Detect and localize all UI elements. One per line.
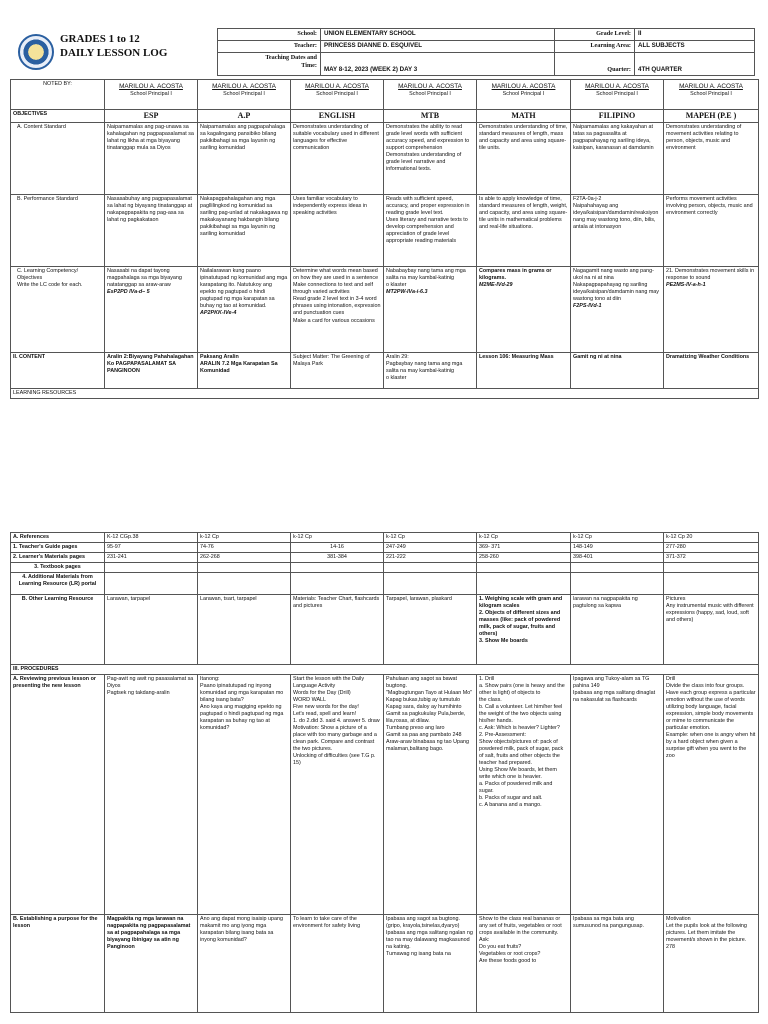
resource-cell: 231-241 xyxy=(105,553,198,563)
content-cell: Lesson 106: Measuring Mass xyxy=(477,353,571,389)
procedure-rows xyxy=(11,675,759,1013)
objective-cell: Nagagamit nang wasto ang pang-ukol na ni at nina Nakapagpapahayag ng sariling ideya/kaisipan/damdamin nang may wastong tono at diin F2PS-IVd-1 xyxy=(571,267,664,353)
resource-cell xyxy=(198,573,291,595)
objective-label: A. Content Standard xyxy=(11,123,105,195)
objective-cell: F2TA-0a-j-2 Naipahahayag ang ideya/kaisipan/damdamin/reaksiyon nang may wastong tono, diin, bilis, antala at intonasyon xyxy=(571,195,664,267)
learning-resources-label: LEARNING RESOURCES xyxy=(11,389,759,399)
teacher-value: PRINCESS DIANNE D. ESQUIVEL xyxy=(321,41,555,53)
principal-name: MARILOU A. ACOSTA xyxy=(119,83,183,90)
procedure-cell: Ano ang dapat mong isaisip upang makamit mo ang iyong mga karapatan bilang isang bata sa inyong komunidad? xyxy=(198,915,291,1013)
competency-code: PE2MS-IV-a-h-1 xyxy=(666,282,706,289)
procedure-cell: Ipabasa ang sagot sa bugtong.(gripo, krayola,tsinelas,dyaryo) Ipabasa ang mga salitang ngalan ng tao na may dalawang magkasunod na katinig. Tumawag ng isang bata na xyxy=(384,915,477,1013)
title-line-1: GRADES 1 to 12 xyxy=(60,33,140,45)
objectives-section xyxy=(10,79,758,399)
principal-name: MARILOU A. ACOSTA xyxy=(585,83,649,90)
objective-cell: Demonstrates understanding of movement activities relating to person, objects, music and environment xyxy=(664,123,759,195)
objective-cell: Naipamamalas ang pag-unawa sa kahalagahan ng pagpapasalamat sa lahat ng likha at mga biyayang tinatanggap mula sa Diyos xyxy=(105,123,198,195)
procedure-cell: Magpakita ng mga larawan na nagpapakita ng pagpapasalamat sa at pagpapahalaga sa mga biyayang ibinigay sa atin ng Panginoon xyxy=(105,915,198,1013)
competency-code: M2ME-IVd-29 xyxy=(479,282,513,289)
resource-cell: k-12 Cp 20 xyxy=(664,533,759,543)
procedures-header-row xyxy=(11,665,759,675)
noted-by-label: NOTED BY: xyxy=(11,80,105,110)
quarter-label: Quarter: xyxy=(555,53,635,76)
procedure-row xyxy=(11,915,759,1013)
procedure-cell: Ipagawa ang Tukoy-alam sa TG pahina 149 Ipabasa ang mga salitang dinaglat na nakasulat sa flashcards xyxy=(571,675,664,915)
noted-by-row xyxy=(11,80,759,110)
resource-cell: 95-97 xyxy=(105,543,198,553)
subject-header-row xyxy=(11,110,759,123)
resource-cell xyxy=(198,563,291,573)
principal-title: School Principal I xyxy=(223,91,265,98)
title-line-2: DAILY LESSON LOG xyxy=(60,47,168,59)
principal-name: MARILOU A. ACOSTA xyxy=(679,83,743,90)
content-cell: Subject Matter: The Greening of Malaya Park xyxy=(291,353,384,389)
teacher-label: Teacher: xyxy=(218,41,321,53)
resource-row xyxy=(11,543,759,553)
procedures-label: III. PROCEDURES xyxy=(11,665,759,675)
resource-cell: 1. Weighing scale with gram and kilogram scales 2. Objects of different sizes and masses (like: pack of powdered milk, pack of sugar, fruits and others) 3. Show Me boards xyxy=(477,595,571,665)
resource-cell: k-12 Cp xyxy=(477,533,571,543)
objective-cell: Uses familiar vocabulary to independently express ideas in speaking activities xyxy=(291,195,384,267)
objective-cell: Nasasabuhay ang pagpapasalamat sa lahat ng biyayang tinatanggap at nakapagpapakita ng pag-asa sa lahat ng pagkakataon xyxy=(105,195,198,267)
resource-cell xyxy=(105,573,198,595)
objective-row xyxy=(11,195,759,267)
resource-label: 1. Teacher's Guide pages xyxy=(11,543,105,553)
procedure-cell: Show to the class real bananas or any set of fruits, vegetables or root crops available in the community. Ask: Do you eat fruits? Vegetables or root crops? Are these foods good to xyxy=(477,915,571,1013)
resources-procedures-section xyxy=(10,532,758,1013)
objectives-label: OBJECTIVES xyxy=(11,110,105,123)
content-row xyxy=(11,353,759,389)
objective-row xyxy=(11,267,759,353)
resource-row xyxy=(11,563,759,573)
procedure-cell: 1. Drill a. Show pairs (one is heavy and the other is light) of objects to the class. b. Call a volunteer. Let him/her feel the weight of the two objects using his/her hands. c. Ask: Which is heavier? Lighter? 2. Pre-Assessment: Show objects/pictures of: pack of powdered milk, pack of sugar, pack of salt, fruits and other objects the teacher had prepared. Using Show Me boards, let them write which one is heavier. a. Packs of powdered milk and sugar. b. Packs of sugar and salt. c. A banana and a mango. xyxy=(477,675,571,915)
resource-cell: 262-268 xyxy=(198,553,291,563)
resource-row xyxy=(11,595,759,665)
objective-cell: Reads with sufficient speed, accuracy, and proper expression in reading grade level text. Uses literary and narrative texts to develop comprehension and appreciation of grade level appropriate reading materials xyxy=(384,195,477,267)
resource-label: 3. Textbook pages xyxy=(11,563,105,573)
resource-label: 4. Additional Materials from Learning Resource (LR) portal xyxy=(11,573,105,595)
principal-name: MARILOU A. ACOSTA xyxy=(491,83,556,90)
objective-cell: Nakapagpahalagahan ang mga pagllilingkod ng komunidad sa sariling pag-unlad at nakakagawa ng makakayanang hakbangin bilang pakikibahagi sa mga layunin ng sariling komunidad xyxy=(198,195,291,267)
objectives-rows xyxy=(11,123,759,353)
resource-cell: 74-76 xyxy=(198,543,291,553)
principal-signature xyxy=(477,80,571,110)
resource-cell: k-12 Cp xyxy=(198,533,291,543)
objective-cell: 21. Demonstrates movement skills in response to sound PE2MS-IV-a-h-1 xyxy=(664,267,759,353)
objective-cell: Demonstrates the ability to read grade level words with sufficient accuracy speed, and expression to support comprehension Demonstrates understanding of grade level narrative and informational texts. xyxy=(384,123,477,195)
subject-math: MATH xyxy=(477,110,571,123)
objective-cell: Nailalarawan kung paano ipinatutupad ng komunidad ang mga karapatang ito. Natutukoy ang epekto ng pagtupad o hindi pagtupad ng mga karapatan sa buhay ng tao at komunidad. AP2PKK-IVe-4 xyxy=(198,267,291,353)
resource-cell: 381-384 xyxy=(291,553,384,563)
objective-cell: Naipamamalas ang kakayahan at tatas sa pagsasalita at pagpapahayag ng sariling ideya, kaisipan, karanasan at damdamin xyxy=(571,123,664,195)
content-cell: Gamit ng ni at nina xyxy=(571,353,664,389)
area-label: Learning Area: xyxy=(555,41,635,53)
resource-cell: K-12 CGp.38 xyxy=(105,533,198,543)
resource-cell: 14-16 xyxy=(291,543,384,553)
resource-cell: k-12 Cp xyxy=(384,533,477,543)
objective-cell: Demonstrates understanding of time, standard measures of length, mass and capacity and area using square-tile units. xyxy=(477,123,571,195)
resource-cell: Larawan, tsart, tarpapel xyxy=(198,595,291,665)
principal-signature xyxy=(664,80,759,110)
objective-row xyxy=(11,123,759,195)
school-label: School: xyxy=(218,29,321,41)
principal-name: MARILOU A. ACOSTA xyxy=(398,83,462,90)
competency-code: EsP2PD IVa-d– 5 xyxy=(107,289,150,296)
resource-cell: 247-249 xyxy=(384,543,477,553)
resource-cell: Pictures Any instrumental music with different expressions (happy, sad, loud, soft and others) xyxy=(664,595,759,665)
resource-label: 2. Learner's Materials pages xyxy=(11,553,105,563)
resource-row xyxy=(11,553,759,563)
procedure-cell: To learn to take care of the environment for safety living xyxy=(291,915,384,1013)
resource-cell: Tarpapel, larawan, plaskard xyxy=(384,595,477,665)
procedure-label: B. Establishing a purpose for the lesson xyxy=(11,915,105,1013)
competency-code: MT2PW-IVa-i-6.3 xyxy=(386,289,428,296)
principal-title: School Principal I xyxy=(690,91,732,98)
resource-cell: 398-401 xyxy=(571,553,664,563)
objective-label: C. Learning Competency/ Objectives Write the LC code for each. xyxy=(11,267,105,353)
resource-cell xyxy=(105,563,198,573)
objective-label: B. Performance Standard xyxy=(11,195,105,267)
procedure-cell: Ipabasa sa mga bata ang sumusunod na pangungusap. xyxy=(571,915,664,1013)
resource-cell xyxy=(664,563,759,573)
procedure-cell: Drill Divide the class into four groups. Have each group express a particular emotion without the use of words utilizing body language, facial expression, simple body movements or mime to communicate the particular emotion. Example: when one is angry when hit by a hard object when given a surprise gift when you went to the zoo xyxy=(664,675,759,915)
resource-cell xyxy=(291,563,384,573)
resource-cell: 277-280 xyxy=(664,543,759,553)
procedure-cell: Start the lesson with the Daily Language Activity Words for the Day (Drill) WORD WALL Five new words for the day! Let's read, spell and learn! 1. do 2.did 3. said 4. answer 5. draw Motivation: Show a picture of a place with too many garbage and a clean park. Compare and contrast the two pictures. Unlocking of difficulties (see T.G p. 15) xyxy=(291,675,384,915)
resource-cell xyxy=(384,563,477,573)
dates-value: MAY 8-12, 2023 (WEEK 2) DAY 3 xyxy=(321,53,555,76)
dates-label xyxy=(218,53,321,76)
principal-title: School Principal I xyxy=(502,91,545,98)
lesson-log-header xyxy=(12,28,754,76)
resource-label: A. References xyxy=(11,533,105,543)
quarter-value: 4TH QUARTER xyxy=(635,53,755,76)
principal-title: School Principal I xyxy=(596,91,638,98)
resource-cell: Larawan, tarpapel xyxy=(105,595,198,665)
objective-cell: Determine what words mean based on how they are used in a sentence Make connections to text and self through varied activities Read grade 2 level text in 3-4 word phrases using intonation, expression and punctuation cues Make a card for various occasions xyxy=(291,267,384,353)
resource-cell xyxy=(664,573,759,595)
principal-signature xyxy=(384,80,477,110)
objective-cell: Demonstrates understanding of suitable vocabulary used in different languages for effective communication xyxy=(291,123,384,195)
principal-signature xyxy=(198,80,291,110)
subject-english: ENGLISH xyxy=(291,110,384,123)
log-title xyxy=(60,32,167,60)
subject-ap: A.P xyxy=(198,110,291,123)
resource-label: B. Other Learning Resource xyxy=(11,595,105,665)
principal-signature xyxy=(291,80,384,110)
resource-cell: 369- 371 xyxy=(477,543,571,553)
dates-label-line2: Time: xyxy=(301,62,317,70)
content-cell: Paksang Aralin ARALIN 7.2 Mga Karapatan Sa Komunidad xyxy=(198,353,291,389)
objective-cell: Nababaybay nang tama ang mga salita na may kambal-katinig o klaster MT2PW-IVa-i-6.3 xyxy=(384,267,477,353)
area-value: ALL SUBJECTS xyxy=(635,41,755,53)
school-value: UNION ELEMENTARY SCHOOL xyxy=(321,29,555,41)
principal-title: School Principal I xyxy=(409,91,451,98)
resource-cell xyxy=(477,573,571,595)
dates-label-line1: Teaching Dates and xyxy=(265,54,317,61)
resource-cell xyxy=(477,563,571,573)
objective-cell: Compares mass in grams or kilograms. M2ME-IVd-29 xyxy=(477,267,571,353)
objective-cell: Naipamamalas ang pagpapahalaga sa kagalingang pansibiko bilang pakikibahagi sa mga layunin ng sariling komunidad xyxy=(198,123,291,195)
objective-cell: Performs movement activities involving person, objects, music and environment correctly xyxy=(664,195,759,267)
resource-cell: 371-372 xyxy=(664,553,759,563)
resource-cell xyxy=(571,573,664,595)
resource-row xyxy=(11,533,759,543)
grade-value: II xyxy=(635,29,755,41)
procedure-cell: Pag-awit ng awit ng pasasalamat sa Diyos Pagtsek ng takdang-aralin xyxy=(105,675,198,915)
resource-cell xyxy=(291,573,384,595)
content-cell: Dramatizing Weather Conditions xyxy=(664,353,759,389)
resource-cell: 258-260 xyxy=(477,553,571,563)
resource-cell: k-12 Cp xyxy=(571,533,664,543)
objectives-table xyxy=(10,79,759,399)
resource-cell xyxy=(384,573,477,595)
objective-cell: Nasasabi na dapat tayong magpahalaga sa mga biyayang natatanggap sa araw-araw EsP2PD IVa-d– 5 xyxy=(105,267,198,353)
procedure-cell: Pahulaan ang sagot sa bawat bugtong. "Magbugtungan Tayo at Hulaan Mo" Kapag bukas,tubig ay tumutulo Kapag sara, daloy ay humihinto Gamit sa pagkukulay Pula,berde, lila,rosas, at dilaw. Tumbang preso ang laro Gamit sa paa ang pambato 248 Araw-araw binabasa ng tao Upang malaman,balitang bago. xyxy=(384,675,477,915)
procedure-cell: Motivation Let the pupils look at the following pictures. Let them imitate the movement/s shown in the picture. 278 xyxy=(664,915,759,1013)
resource-cell xyxy=(571,563,664,573)
resources-rows xyxy=(11,533,759,665)
principal-title: School Principal I xyxy=(130,91,172,98)
principal-name: MARILOU A. ACOSTA xyxy=(212,83,276,90)
procedure-label: A. Reviewing previous lesson or presenting the new lesson xyxy=(11,675,105,915)
competency-code: AP2PKK-IVe-4 xyxy=(200,310,237,317)
resource-cell: 148-149 xyxy=(571,543,664,553)
resource-cell: Materials: Teacher Chart, flashcards and pictures xyxy=(291,595,384,665)
resource-cell: larawan na nagpapakita ng pagtulong sa kapwa xyxy=(571,595,664,665)
content-cell: Aralin 2:Biyayang Pahahalagahan Ko PAGPAPASALAMAT SA PANGINOON xyxy=(105,353,198,389)
grade-label: Grade Level: xyxy=(555,29,635,41)
principal-signature xyxy=(105,80,198,110)
resource-row xyxy=(11,573,759,595)
principal-title: School Principal I xyxy=(316,91,358,98)
subject-esp: ESP xyxy=(105,110,198,123)
subject-mapeh: MAPEH (P.E ) xyxy=(664,110,759,123)
procedure-cell: Itanong: Paano ipinatutupad ng inyong komunidad ang mga karapatan mo bilang isang bata? Ano kaya ang magiging epekto ng pagtupad o hindi pagtupad ng mga karapatan sa buhay ng tao at komunidad? xyxy=(198,675,291,915)
school-info-table xyxy=(217,28,755,76)
procedure-row xyxy=(11,675,759,915)
competency-code: F2PS-IVd-1 xyxy=(573,303,602,310)
subject-mtb: MTB xyxy=(384,110,477,123)
principal-signature xyxy=(571,80,664,110)
deped-seal-icon xyxy=(18,34,54,70)
subject-filipino: FILIPINO xyxy=(571,110,664,123)
principal-name: MARILOU A. ACOSTA xyxy=(305,83,369,90)
content-label: II. CONTENT xyxy=(11,353,105,389)
resource-cell: k-12 Cp xyxy=(291,533,384,543)
content-cell: Aralin 29: Pagbaybay nang tama ang mga salita na may kambal-katinig o klaster xyxy=(384,353,477,389)
resource-cell: 221-222 xyxy=(384,553,477,563)
learning-resources-row xyxy=(11,389,759,399)
objective-cell: Is able to apply knowledge of time, standard measures of length, weight, and capacity, and area using square-tile units in mathematical problems and real-life situations. xyxy=(477,195,571,267)
resources-procedures-table xyxy=(10,532,759,1013)
